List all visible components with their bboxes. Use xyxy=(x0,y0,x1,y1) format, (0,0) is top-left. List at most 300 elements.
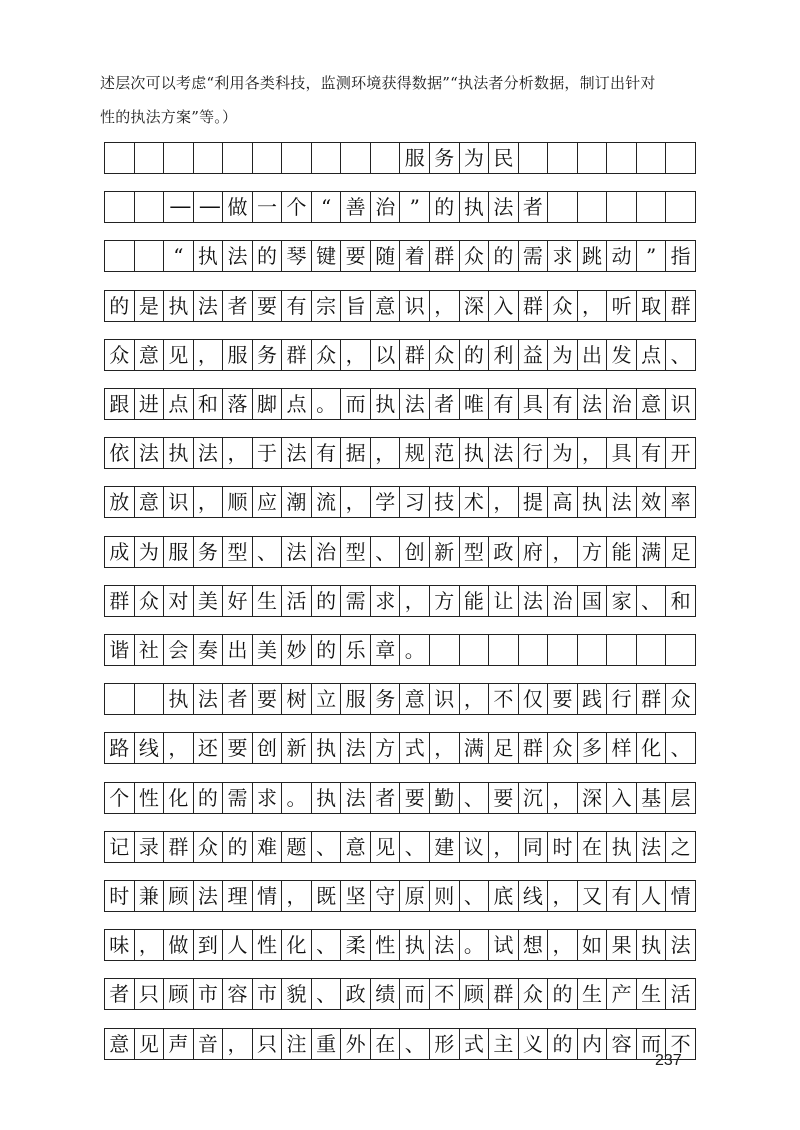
grid-cell: 为 xyxy=(548,340,578,370)
grid-cell: 技 xyxy=(430,487,460,517)
grid-cell: 顾 xyxy=(460,979,490,1009)
grid-cell: 执 xyxy=(637,930,667,960)
grid-cell: 一 xyxy=(253,192,283,222)
grid-cell: 流 xyxy=(312,487,342,517)
grid-cell xyxy=(578,192,608,222)
grid-cell xyxy=(637,635,667,665)
grid-cell: 意 xyxy=(341,832,371,862)
grid-cell xyxy=(548,635,578,665)
grid-row xyxy=(104,978,696,1010)
grid-cell: 具 xyxy=(607,438,637,468)
grid-cell: 开 xyxy=(666,438,696,468)
grid-cell: 者 xyxy=(430,389,460,419)
grid-cell: ， xyxy=(489,832,519,862)
page-number: 237 xyxy=(655,1052,682,1069)
grid-row xyxy=(104,1028,696,1060)
grid-cell: 法 xyxy=(666,930,696,960)
grid-cell: 践 xyxy=(578,684,608,714)
grid-cell: 型 xyxy=(341,537,371,567)
grid-cell: 原 xyxy=(400,881,430,911)
grid-cell: 法 xyxy=(194,291,224,321)
grid-row xyxy=(104,634,696,666)
grid-cell: 执 xyxy=(607,832,637,862)
grid-cell: 音 xyxy=(194,1029,224,1059)
grid-cell: 成 xyxy=(105,537,135,567)
grid-cell xyxy=(607,192,637,222)
grid-cell: 政 xyxy=(341,979,371,1009)
grid-cell: 意 xyxy=(135,340,165,370)
grid-cell: 谐 xyxy=(105,635,135,665)
grid-cell xyxy=(548,192,578,222)
grid-cell: 有 xyxy=(607,881,637,911)
grid-cell: 法 xyxy=(637,832,667,862)
grid-cell: ， xyxy=(164,733,194,763)
grid-cell: 建 xyxy=(430,832,460,862)
grid-cell: 样 xyxy=(607,733,637,763)
grid-cell: 活 xyxy=(666,979,696,1009)
grid-cell: 法 xyxy=(282,537,312,567)
grid-cell: 生 xyxy=(578,979,608,1009)
grid-cell: 的 xyxy=(460,340,490,370)
grid-cell: 深 xyxy=(578,783,608,813)
grid-row xyxy=(104,290,696,322)
grid-cell: 和 xyxy=(194,389,224,419)
grid-cell: 美 xyxy=(253,635,283,665)
grid-cell: 化 xyxy=(164,783,194,813)
grid-cell: 的 xyxy=(489,241,519,271)
grid-cell: 取 xyxy=(637,291,667,321)
grid-cell: 要 xyxy=(253,291,283,321)
grid-cell: 善 xyxy=(341,192,371,222)
grid-cell: 群 xyxy=(666,291,696,321)
grid-cell: 需 xyxy=(519,241,549,271)
grid-cell: 意 xyxy=(135,487,165,517)
grid-cell: 市 xyxy=(253,979,283,1009)
grid-cell: 以 xyxy=(371,340,401,370)
grid-cell: 的 xyxy=(430,192,460,222)
grid-cell: 果 xyxy=(607,930,637,960)
grid-cell xyxy=(578,143,608,173)
grid-cell: 宗 xyxy=(312,291,342,321)
grid-cell: 顾 xyxy=(164,881,194,911)
grid-cell: 足 xyxy=(666,537,696,567)
grid-cell: 服 xyxy=(164,537,194,567)
grid-cell: 、 xyxy=(371,537,401,567)
grid-cell: ， xyxy=(400,586,430,616)
grid-cell: 而 xyxy=(400,979,430,1009)
grid-cell: 潮 xyxy=(282,487,312,517)
grid-cell: 法 xyxy=(282,438,312,468)
grid-cell: 是 xyxy=(135,291,165,321)
grid-cell: 沉 xyxy=(519,783,549,813)
grid-cell: 执 xyxy=(194,241,224,271)
grid-cell xyxy=(666,192,696,222)
grid-cell: 有 xyxy=(312,438,342,468)
grid-cell: 法 xyxy=(341,783,371,813)
grid-cell: 。 xyxy=(400,635,430,665)
grid-cell: 又 xyxy=(578,881,608,911)
grid-cell: 众 xyxy=(105,340,135,370)
grid-cell: 如 xyxy=(578,930,608,960)
grid-cell: 的 xyxy=(105,291,135,321)
grid-cell: 术 xyxy=(460,487,490,517)
grid-cell: 见 xyxy=(164,340,194,370)
grid-cell: 法 xyxy=(223,241,253,271)
grid-cell: 化 xyxy=(282,930,312,960)
grid-cell: 乐 xyxy=(341,635,371,665)
grid-cell xyxy=(460,635,490,665)
grid-cell: 型 xyxy=(460,537,490,567)
grid-cell: 识 xyxy=(666,389,696,419)
grid-cell: 而 xyxy=(637,1029,667,1059)
grid-cell xyxy=(105,192,135,222)
grid-cell: 时 xyxy=(105,881,135,911)
grid-cell: 题 xyxy=(282,832,312,862)
grid-cell: ” xyxy=(637,241,667,271)
grid-row xyxy=(104,339,696,371)
grid-cell: 者 xyxy=(105,979,135,1009)
grid-cell: 、 xyxy=(666,733,696,763)
grid-cell: 意 xyxy=(371,291,401,321)
grid-cell: 利 xyxy=(489,340,519,370)
grid-cell xyxy=(312,143,342,173)
grid-cell: ， xyxy=(282,881,312,911)
grid-cell: 和 xyxy=(666,586,696,616)
grid-cell: 的 xyxy=(253,241,283,271)
grid-cell: 式 xyxy=(400,733,430,763)
grid-cell: 法 xyxy=(489,192,519,222)
grid-cell: 执 xyxy=(460,438,490,468)
grid-cell: 务 xyxy=(371,684,401,714)
grid-cell xyxy=(135,143,165,173)
grid-cell: 不 xyxy=(430,979,460,1009)
grid-cell: 治 xyxy=(607,389,637,419)
grid-cell xyxy=(105,241,135,271)
grid-cell: 对 xyxy=(164,586,194,616)
grid-cell: 还 xyxy=(194,733,224,763)
grid-cell: 者 xyxy=(223,684,253,714)
grid-cell: 为 xyxy=(135,537,165,567)
grid-cell: ， xyxy=(578,438,608,468)
grid-cell: 式 xyxy=(460,1029,490,1059)
grid-cell xyxy=(135,192,165,222)
grid-cell: 社 xyxy=(135,635,165,665)
grid-cell: 众 xyxy=(519,979,549,1009)
grid-cell: 应 xyxy=(253,487,283,517)
grid-cell: 具 xyxy=(519,389,549,419)
grid-cell: ， xyxy=(135,930,165,960)
grid-cell xyxy=(489,635,519,665)
grid-cell xyxy=(666,635,696,665)
grid-cell: 见 xyxy=(135,1029,165,1059)
grid-cell: 立 xyxy=(312,684,342,714)
grid-cell: 群 xyxy=(400,340,430,370)
grid-cell: “ xyxy=(164,241,194,271)
grid-cell: 、 xyxy=(400,1029,430,1059)
grid-cell: 益 xyxy=(519,340,549,370)
grid-cell: 方 xyxy=(430,586,460,616)
grid-cell: 法 xyxy=(194,881,224,911)
grid-cell: 脚 xyxy=(253,389,283,419)
grid-cell: 点 xyxy=(164,389,194,419)
intro-line-2: 性的执法方案”等。） xyxy=(100,108,238,126)
grid-cell: 务 xyxy=(194,537,224,567)
grid-cell: 群 xyxy=(489,979,519,1009)
grid-cell: 的 xyxy=(548,1029,578,1059)
grid-cell: 之 xyxy=(666,832,696,862)
grid-cell: 众 xyxy=(430,340,460,370)
grid-cell: 众 xyxy=(548,733,578,763)
grid-cell: 。 xyxy=(312,389,342,419)
grid-cell: 个 xyxy=(105,783,135,813)
grid-cell: 貌 xyxy=(282,979,312,1009)
grid-row xyxy=(104,191,696,223)
grid-cell: 柔 xyxy=(341,930,371,960)
grid-row xyxy=(104,585,696,617)
grid-cell xyxy=(135,241,165,271)
grid-cell: 规 xyxy=(400,438,430,468)
grid-cell: 执 xyxy=(578,487,608,517)
grid-row xyxy=(104,240,696,272)
grid-cell: 基 xyxy=(637,783,667,813)
grid-cell: 群 xyxy=(519,291,549,321)
grid-cell: 放 xyxy=(105,487,135,517)
grid-cell: 章 xyxy=(371,635,401,665)
grid-cell: 、 xyxy=(460,783,490,813)
grid-cell: 守 xyxy=(371,881,401,911)
grid-cell: 创 xyxy=(253,733,283,763)
grid-cell: 方 xyxy=(371,733,401,763)
grid-cell: 到 xyxy=(194,930,224,960)
grid-cell: 民 xyxy=(489,143,519,173)
grid-cell: 则 xyxy=(430,881,460,911)
grid-cell: 提 xyxy=(519,487,549,517)
grid-cell xyxy=(519,635,549,665)
grid-cell: ， xyxy=(223,1029,253,1059)
grid-cell: 求 xyxy=(371,586,401,616)
grid-cell: 线 xyxy=(135,733,165,763)
grid-cell: 注 xyxy=(282,1029,312,1059)
grid-cell: ， xyxy=(578,291,608,321)
grid-cell: 旨 xyxy=(341,291,371,321)
grid-cell: 众 xyxy=(312,340,342,370)
grid-cell: 法 xyxy=(341,733,371,763)
grid-cell: 只 xyxy=(135,979,165,1009)
grid-cell: 跟 xyxy=(105,389,135,419)
grid-cell: 治 xyxy=(548,586,578,616)
grid-cell: 求 xyxy=(548,241,578,271)
grid-cell xyxy=(223,143,253,173)
grid-cell: 容 xyxy=(607,1029,637,1059)
grid-cell: 众 xyxy=(666,684,696,714)
grid-cell: 足 xyxy=(489,733,519,763)
grid-cell: 、 xyxy=(312,930,342,960)
grid-cell: 唯 xyxy=(460,389,490,419)
grid-cell xyxy=(105,143,135,173)
grid-cell: 服 xyxy=(223,340,253,370)
grid-row xyxy=(104,536,696,568)
grid-cell: ， xyxy=(341,340,371,370)
grid-cell: 学 xyxy=(371,487,401,517)
grid-cell: 多 xyxy=(578,733,608,763)
grid-cell: 治 xyxy=(312,537,342,567)
grid-cell: 识 xyxy=(164,487,194,517)
grid-cell: 、 xyxy=(400,832,430,862)
grid-cell: 执 xyxy=(312,783,342,813)
grid-cell: 、 xyxy=(637,586,667,616)
grid-cell: 做 xyxy=(164,930,194,960)
grid-cell: 执 xyxy=(400,930,430,960)
grid-cell: 落 xyxy=(223,389,253,419)
grid-cell: ， xyxy=(489,487,519,517)
grid-cell: 而 xyxy=(341,389,371,419)
grid-cell: 需 xyxy=(341,586,371,616)
grid-cell: 线 xyxy=(519,881,549,911)
grid-cell: 满 xyxy=(637,537,667,567)
grid-cell: 重 xyxy=(312,1029,342,1059)
grid-cell xyxy=(371,143,401,173)
grid-cell: 记 xyxy=(105,832,135,862)
grid-cell: 兼 xyxy=(135,881,165,911)
grid-cell: “ xyxy=(312,192,342,222)
grid-cell xyxy=(430,635,460,665)
grid-cell: 依 xyxy=(105,438,135,468)
grid-cell: 生 xyxy=(637,979,667,1009)
grid-cell: 法 xyxy=(519,586,549,616)
grid-cell: 树 xyxy=(282,684,312,714)
grid-cell: 时 xyxy=(548,832,578,862)
grid-cell: 率 xyxy=(666,487,696,517)
grid-cell: 议 xyxy=(460,832,490,862)
grid-cell: 随 xyxy=(371,241,401,271)
grid-cell: 的 xyxy=(548,979,578,1009)
grid-cell: ， xyxy=(548,881,578,911)
grid-cell: 跳 xyxy=(578,241,608,271)
grid-cell: 性 xyxy=(135,783,165,813)
grid-cell: 行 xyxy=(519,438,549,468)
grid-cell: 性 xyxy=(371,930,401,960)
grid-cell: 意 xyxy=(400,684,430,714)
grid-cell: 有 xyxy=(637,438,667,468)
grid-cell: 让 xyxy=(489,586,519,616)
grid-cell: 法 xyxy=(194,438,224,468)
grid-cell: 能 xyxy=(460,586,490,616)
grid-cell: 者 xyxy=(223,291,253,321)
grid-cell: 、 xyxy=(312,832,342,862)
grid-cell: 政 xyxy=(489,537,519,567)
grid-cell: 家 xyxy=(607,586,637,616)
grid-cell: 情 xyxy=(253,881,283,911)
grid-cell: 要 xyxy=(253,684,283,714)
grid-cell: 服 xyxy=(400,143,430,173)
grid-cell: 琴 xyxy=(282,241,312,271)
grid-row xyxy=(104,437,696,469)
grid-cell: 群 xyxy=(105,586,135,616)
grid-cell: 、 xyxy=(312,979,342,1009)
grid-cell: 人 xyxy=(637,881,667,911)
grid-cell: 点 xyxy=(282,389,312,419)
grid-cell: ， xyxy=(460,684,490,714)
grid-cell: 的 xyxy=(312,586,342,616)
grid-cell: 群 xyxy=(164,832,194,862)
grid-cell: ” xyxy=(400,192,430,222)
grid-cell: 法 xyxy=(489,438,519,468)
grid-cell: 化 xyxy=(637,733,667,763)
grid-cell xyxy=(105,684,135,714)
grid-cell: 方 xyxy=(578,537,608,567)
grid-cell: ， xyxy=(548,783,578,813)
grid-cell: 指 xyxy=(666,241,696,271)
grid-cell: 内 xyxy=(578,1029,608,1059)
grid-cell: 着 xyxy=(400,241,430,271)
grid-cell: — xyxy=(164,192,194,222)
grid-row xyxy=(104,782,696,814)
grid-cell xyxy=(578,635,608,665)
grid-cell: 勤 xyxy=(430,783,460,813)
grid-cell: — xyxy=(194,192,224,222)
grid-cell: 录 xyxy=(135,832,165,862)
grid-cell: 会 xyxy=(164,635,194,665)
grid-cell: 不 xyxy=(489,684,519,714)
grid-cell: ， xyxy=(341,487,371,517)
grid-cell: 顺 xyxy=(223,487,253,517)
grid-cell xyxy=(548,143,578,173)
grid-cell xyxy=(253,143,283,173)
grid-cell: 高 xyxy=(548,487,578,517)
grid-cell: 点 xyxy=(637,340,667,370)
grid-cell: 要 xyxy=(548,684,578,714)
grid-cell: 法 xyxy=(607,487,637,517)
grid-cell: 声 xyxy=(164,1029,194,1059)
grid-cell: 执 xyxy=(164,684,194,714)
grid-cell: 执 xyxy=(371,389,401,419)
grid-cell: 路 xyxy=(105,733,135,763)
grid-cell: 的 xyxy=(194,783,224,813)
grid-cell: 众 xyxy=(460,241,490,271)
grid-cell: 群 xyxy=(282,340,312,370)
grid-cell: 奏 xyxy=(194,635,224,665)
grid-cell xyxy=(282,143,312,173)
grid-cell: 法 xyxy=(430,930,460,960)
grid-cell: 、 xyxy=(253,537,283,567)
grid-cell xyxy=(164,143,194,173)
grid-cell: ， xyxy=(430,733,460,763)
grid-cell: 产 xyxy=(607,979,637,1009)
grid-cell: 妙 xyxy=(282,635,312,665)
grid-cell: 发 xyxy=(607,340,637,370)
grid-cell: 主 xyxy=(489,1029,519,1059)
grid-cell: 新 xyxy=(430,537,460,567)
grid-cell: 于 xyxy=(253,438,283,468)
grid-cell: ， xyxy=(194,340,224,370)
grid-cell: 绩 xyxy=(371,979,401,1009)
grid-cell xyxy=(341,143,371,173)
grid-cell: 治 xyxy=(371,192,401,222)
grid-cell: 。 xyxy=(460,930,490,960)
grid-cell: 出 xyxy=(578,340,608,370)
grid-cell: 求 xyxy=(253,783,283,813)
grid-cell xyxy=(607,635,637,665)
grid-row xyxy=(104,880,696,912)
grid-cell: 法 xyxy=(400,389,430,419)
grid-cell: 入 xyxy=(489,291,519,321)
grid-cell: 要 xyxy=(341,241,371,271)
grid-cell: 顾 xyxy=(164,979,194,1009)
grid-cell: 形 xyxy=(430,1029,460,1059)
grid-cell: 创 xyxy=(400,537,430,567)
grid-cell: 性 xyxy=(253,930,283,960)
grid-cell: 者 xyxy=(519,192,549,222)
